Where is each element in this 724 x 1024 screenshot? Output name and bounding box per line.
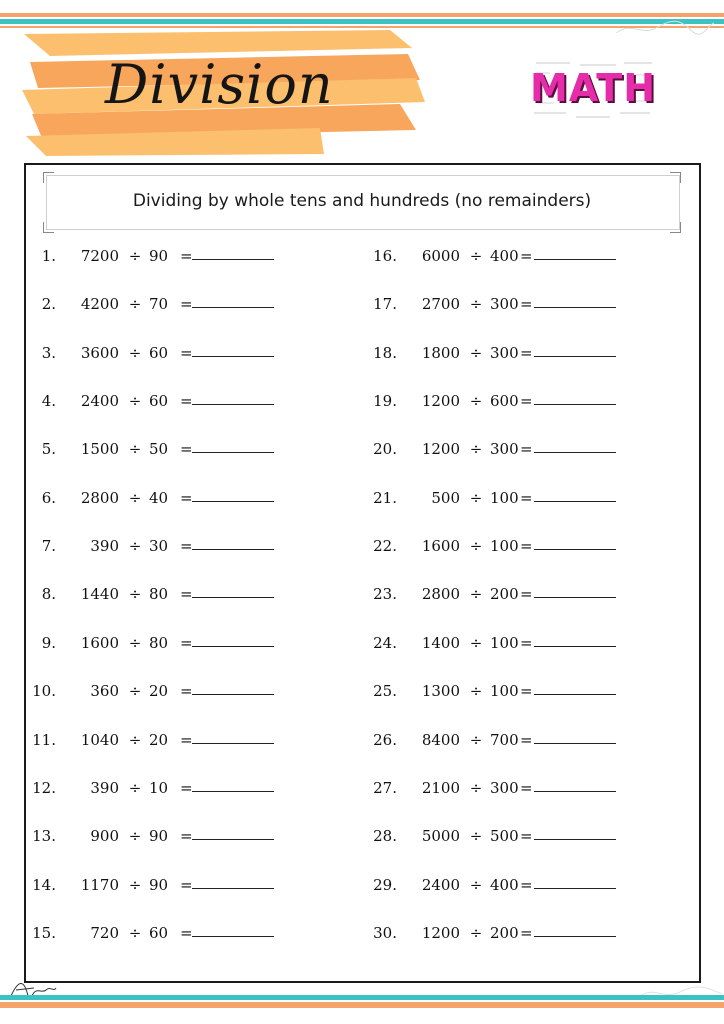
division-sign: ÷	[469, 392, 483, 410]
divisor: 300	[490, 779, 519, 797]
equals-sign: =	[180, 924, 193, 942]
divisor: 20	[149, 731, 169, 749]
divisor: 50	[149, 440, 169, 458]
equals-sign: =	[520, 827, 533, 845]
division-problem	[367, 341, 667, 365]
divisor: 40	[149, 489, 169, 507]
division-problem	[367, 389, 667, 413]
division-problem	[367, 292, 667, 316]
problem-number: 19.	[373, 392, 397, 410]
problem-number: 16.	[373, 247, 397, 265]
problem-number: 4.	[41, 392, 56, 410]
answer-blank[interactable]	[192, 244, 274, 260]
division-problem	[367, 921, 667, 945]
division-sign: ÷	[128, 585, 142, 603]
divisor: 20	[149, 682, 169, 700]
answer-blank[interactable]	[192, 631, 274, 647]
divisor: 60	[149, 392, 169, 410]
answer-blank[interactable]	[534, 534, 616, 550]
divisor: 300	[490, 344, 519, 362]
dividend: 390	[90, 779, 119, 797]
equals-sign: =	[520, 440, 533, 458]
equals-sign: =	[520, 247, 533, 265]
answer-blank[interactable]	[192, 486, 274, 502]
divisor: 80	[149, 585, 169, 603]
dividend: 1040	[80, 731, 119, 749]
answer-blank[interactable]	[192, 292, 274, 308]
dividend: 2400	[80, 392, 119, 410]
division-sign: ÷	[128, 731, 142, 749]
dividend: 900	[90, 827, 119, 845]
problem-number: 17.	[373, 295, 397, 313]
equals-sign: =	[520, 344, 533, 362]
dividend: 720	[90, 924, 119, 942]
division-problem	[26, 728, 326, 752]
dividend: 1800	[421, 344, 460, 362]
equals-sign: =	[520, 682, 533, 700]
dividend: 1170	[80, 876, 119, 894]
equals-sign: =	[180, 537, 193, 555]
answer-blank[interactable]	[534, 437, 616, 453]
answer-blank[interactable]	[534, 921, 616, 937]
division-problem	[367, 824, 667, 848]
dividend: 360	[90, 682, 119, 700]
dividend: 3600	[80, 344, 119, 362]
equals-sign: =	[520, 731, 533, 749]
division-problem	[26, 921, 326, 945]
division-problem	[26, 824, 326, 848]
answer-blank[interactable]	[534, 728, 616, 744]
division-sign: ÷	[128, 924, 142, 942]
division-sign: ÷	[128, 440, 142, 458]
division-problem	[26, 486, 326, 510]
equals-sign: =	[520, 924, 533, 942]
equals-sign: =	[520, 585, 533, 603]
problem-number: 9.	[41, 634, 56, 652]
dividend: 1500	[80, 440, 119, 458]
division-sign: ÷	[469, 247, 483, 265]
division-problem	[26, 873, 326, 897]
problem-number: 6.	[41, 489, 56, 507]
problem-number: 11.	[32, 731, 56, 749]
corner-decoration	[670, 172, 681, 183]
division-problem	[26, 679, 326, 703]
dividend: 2700	[421, 295, 460, 313]
dividend: 5000	[421, 827, 460, 845]
answer-blank[interactable]	[192, 921, 274, 937]
problem-number: 13.	[32, 827, 56, 845]
division-problem	[367, 582, 667, 606]
answer-blank[interactable]	[534, 824, 616, 840]
answer-blank[interactable]	[192, 389, 274, 405]
division-sign: ÷	[128, 247, 142, 265]
problem-number: 24.	[373, 634, 397, 652]
answer-blank[interactable]	[534, 631, 616, 647]
division-sign: ÷	[128, 537, 142, 555]
division-sign: ÷	[469, 924, 483, 942]
divisor: 10	[149, 779, 169, 797]
corner-decoration	[670, 222, 681, 233]
dividend: 1300	[421, 682, 460, 700]
answer-blank[interactable]	[534, 292, 616, 308]
divisor: 100	[490, 537, 519, 555]
equals-sign: =	[180, 440, 193, 458]
problem-number: 18.	[373, 344, 397, 362]
problem-number: 25.	[373, 682, 397, 700]
problem-number: 3.	[41, 344, 56, 362]
problem-number: 8.	[41, 585, 56, 603]
problem-number: 28.	[373, 827, 397, 845]
divisor: 100	[490, 489, 519, 507]
equals-sign: =	[180, 489, 193, 507]
equals-sign: =	[180, 779, 193, 797]
division-problem	[26, 437, 326, 461]
divisor: 700	[490, 731, 519, 749]
division-sign: ÷	[128, 779, 142, 797]
equals-sign: =	[520, 876, 533, 894]
division-problem	[26, 631, 326, 655]
equals-sign: =	[180, 634, 193, 652]
watermark-scribble	[612, 17, 716, 39]
problem-number: 14.	[32, 876, 56, 894]
equals-sign: =	[180, 731, 193, 749]
divisor: 300	[490, 440, 519, 458]
division-problem	[367, 776, 667, 800]
dividend: 390	[90, 537, 119, 555]
division-sign: ÷	[128, 682, 142, 700]
division-sign: ÷	[128, 295, 142, 313]
answer-blank[interactable]	[534, 873, 616, 889]
corner-decoration	[43, 222, 54, 233]
answer-blank[interactable]	[534, 679, 616, 695]
division-sign: ÷	[128, 634, 142, 652]
division-problem	[367, 244, 667, 268]
answer-blank[interactable]	[192, 776, 274, 792]
divisor: 300	[490, 295, 519, 313]
equals-sign: =	[180, 247, 193, 265]
answer-blank[interactable]	[192, 679, 274, 695]
division-sign: ÷	[469, 489, 483, 507]
problem-number: 2.	[41, 295, 56, 313]
answer-blank[interactable]	[534, 244, 616, 260]
division-sign: ÷	[469, 779, 483, 797]
division-problem	[26, 389, 326, 413]
equals-sign: =	[520, 634, 533, 652]
divisor: 90	[149, 247, 169, 265]
divisor: 200	[490, 924, 519, 942]
divisor: 70	[149, 295, 169, 313]
answer-blank[interactable]	[534, 341, 616, 357]
problem-number: 29.	[373, 876, 397, 894]
division-problem	[26, 244, 326, 268]
division-sign: ÷	[128, 392, 142, 410]
equals-sign: =	[520, 779, 533, 797]
problem-number: 30.	[373, 924, 397, 942]
dividend: 1200	[421, 440, 460, 458]
answer-blank[interactable]	[192, 582, 274, 598]
divisor: 500	[490, 827, 519, 845]
worksheet-frame	[24, 163, 701, 983]
dividend: 1200	[421, 392, 460, 410]
answer-blank[interactable]	[192, 534, 274, 550]
division-sign: ÷	[469, 295, 483, 313]
answer-blank[interactable]	[192, 824, 274, 840]
dividend: 1440	[80, 585, 119, 603]
worksheet-title: Division	[105, 53, 334, 116]
problem-number: 12.	[32, 779, 56, 797]
problem-number: 15.	[32, 924, 56, 942]
equals-sign: =	[520, 295, 533, 313]
equals-sign: =	[180, 585, 193, 603]
problem-number: 27.	[373, 779, 397, 797]
dividend: 6000	[421, 247, 460, 265]
divisor: 80	[149, 634, 169, 652]
equals-sign: =	[180, 295, 193, 313]
answer-blank[interactable]	[534, 486, 616, 502]
dividend: 2400	[421, 876, 460, 894]
answer-blank[interactable]	[534, 582, 616, 598]
dividend: 1600	[421, 537, 460, 555]
equals-sign: =	[520, 392, 533, 410]
equals-sign: =	[520, 489, 533, 507]
problem-number: 20.	[373, 440, 397, 458]
division-problem	[26, 534, 326, 558]
division-sign: ÷	[469, 827, 483, 845]
divisor: 90	[149, 876, 169, 894]
worksheet-subtitle: Dividing by whole tens and hundreds (no remainders)	[132, 191, 592, 211]
division-sign: ÷	[469, 585, 483, 603]
division-problem	[367, 873, 667, 897]
dividend: 500	[431, 489, 460, 507]
dividend: 2800	[421, 585, 460, 603]
division-sign: ÷	[128, 876, 142, 894]
equals-sign: =	[180, 827, 193, 845]
division-sign: ÷	[469, 344, 483, 362]
division-problem	[26, 582, 326, 606]
answer-blank[interactable]	[192, 341, 274, 357]
division-problem	[367, 679, 667, 703]
equals-sign: =	[180, 682, 193, 700]
dividend: 2800	[80, 489, 119, 507]
dividend: 1600	[80, 634, 119, 652]
answer-blank[interactable]	[534, 776, 616, 792]
problem-number: 26.	[373, 731, 397, 749]
division-sign: ÷	[128, 827, 142, 845]
equals-sign: =	[520, 537, 533, 555]
divisor: 600	[490, 392, 519, 410]
division-problem	[26, 292, 326, 316]
division-sign: ÷	[469, 537, 483, 555]
problem-number: 23.	[373, 585, 397, 603]
dividend: 4200	[80, 295, 119, 313]
divisor: 200	[490, 585, 519, 603]
divisor: 60	[149, 924, 169, 942]
division-sign: ÷	[469, 876, 483, 894]
dividend: 8400	[421, 731, 460, 749]
problem-number: 7.	[41, 537, 56, 555]
bottom-stripe-teal	[0, 995, 724, 1000]
answer-blank[interactable]	[192, 728, 274, 744]
division-sign: ÷	[469, 682, 483, 700]
equals-sign: =	[180, 392, 193, 410]
division-sign: ÷	[469, 731, 483, 749]
problem-number: 10.	[32, 682, 56, 700]
bottom-stripe-orange	[0, 1002, 724, 1008]
equals-sign: =	[180, 344, 193, 362]
dividend: 1400	[421, 634, 460, 652]
dividend: 1200	[421, 924, 460, 942]
division-problem	[367, 534, 667, 558]
division-sign: ÷	[128, 344, 142, 362]
divisor: 60	[149, 344, 169, 362]
corner-decoration	[43, 172, 54, 183]
problem-number: 21.	[373, 489, 397, 507]
division-sign: ÷	[128, 489, 142, 507]
answer-blank[interactable]	[534, 389, 616, 405]
problem-number: 22.	[373, 537, 397, 555]
division-sign: ÷	[469, 440, 483, 458]
division-problem	[26, 341, 326, 365]
division-problem	[367, 728, 667, 752]
divisor: 400	[490, 876, 519, 894]
division-problem	[26, 776, 326, 800]
dividend: 2100	[421, 779, 460, 797]
division-sign: ÷	[469, 634, 483, 652]
equals-sign: =	[180, 876, 193, 894]
answer-blank[interactable]	[192, 437, 274, 453]
dividend: 7200	[80, 247, 119, 265]
divisor: 90	[149, 827, 169, 845]
division-problem	[367, 486, 667, 510]
problem-number: 5.	[41, 440, 56, 458]
math-logo-text: MATH	[530, 66, 656, 110]
divisor: 100	[490, 634, 519, 652]
problem-number: 1.	[41, 247, 56, 265]
divisor: 30	[149, 537, 169, 555]
divisor: 400	[490, 247, 519, 265]
answer-blank[interactable]	[192, 873, 274, 889]
division-problem	[367, 437, 667, 461]
division-problem	[367, 631, 667, 655]
divisor: 100	[490, 682, 519, 700]
